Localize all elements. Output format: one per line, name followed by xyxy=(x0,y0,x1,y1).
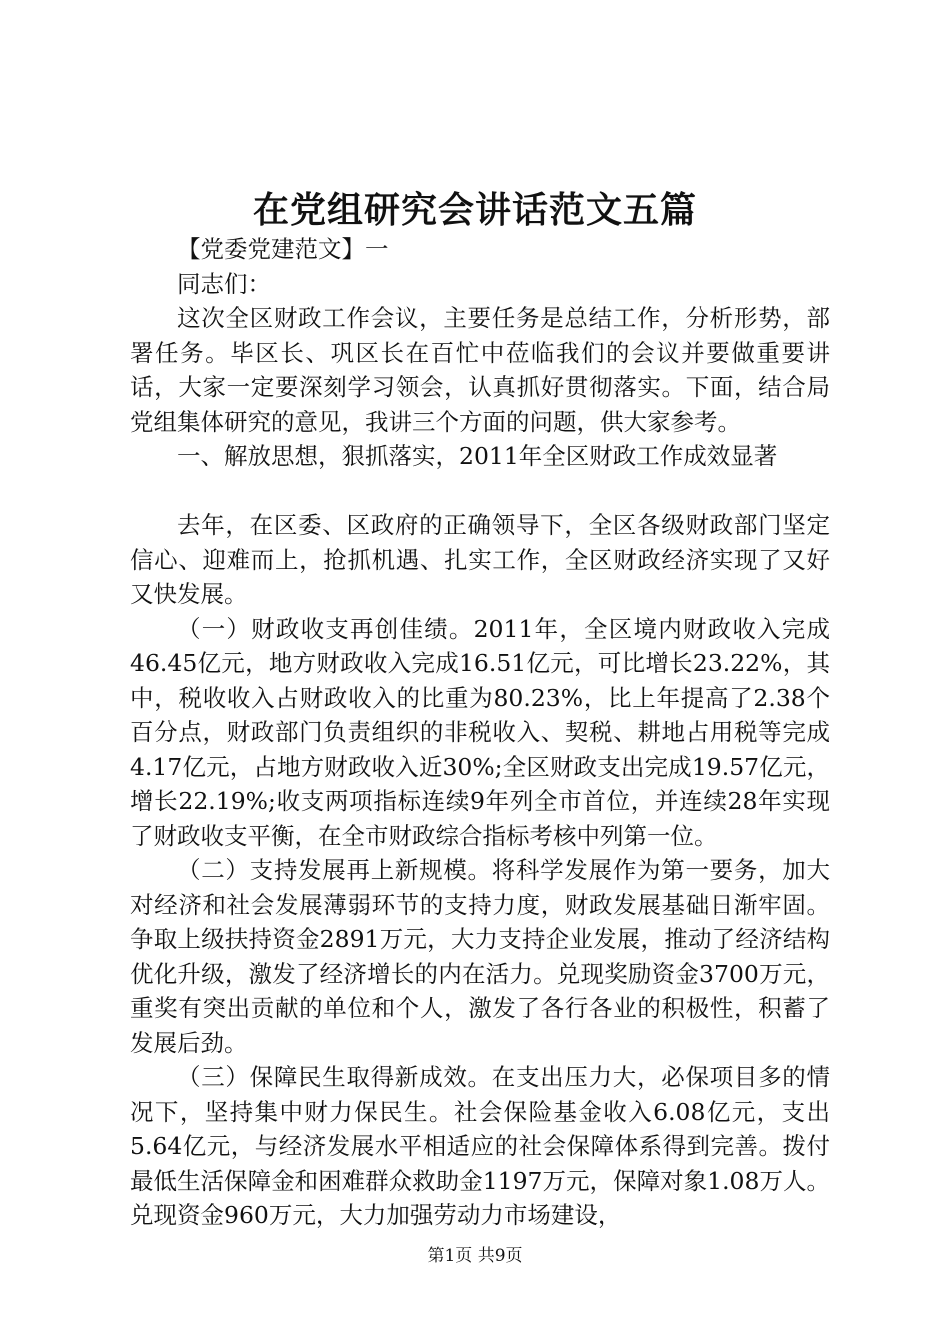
document-body xyxy=(130,232,830,1233)
body-paragraph: （三）保障民生取得新成效。在支出压力大，必保项目多的情况下，坚持集中财力保民生。社会保险基金收入6.08亿元，支出5.64亿元，与经济发展水平相适应的社会保障体系得到完善。拨付最低生活保障金和困难群众救助金1197万元，保障对象1.08万人。兑现资金960万元，大力加强劳动力市场建设， xyxy=(130,1063,830,1229)
category-line: 【党委党建范文】一 xyxy=(177,235,389,263)
page-footer: 第1页 共9页 xyxy=(427,1246,523,1266)
salutation: 同志们： xyxy=(177,269,271,298)
body-paragraph: （二）支持发展再上新规模。将科学发展作为第一要务，加大对经济和社会发展薄弱环节的支持力度，财政发展基础日渐牢固。争取上级扶持资金2891万元，大力支持企业发展，推动了经济结构优化升级，激发了经济增长的内在活力。兑现奖励资金3700万元，重奖有突出贡献的单位和个人，激发了各行各业的积极性，积蓄了发展后劲。 xyxy=(130,856,830,1057)
document-title: 在党组研究会讲话范文五篇 xyxy=(252,189,697,231)
body-paragraph: （一）财政收支再创佳绩。2011年，全区境内财政收入完成46.45亿元，地方财政收入完成16.51亿元，可比增长23.22%，其中，税收收入占财政收入的比重为80.23%，比上年提高了2.38个百分点，财政部门负责组织的非税收入、契税、耕地占用税等完成4.17亿元，占地方财政收入近30%;全区财政支出完成19.57亿元，增长22.19%;收支两项指标连续9年列全市首位，并连续28年实现了财政收支平衡，在全市财政综合指标考核中列第一位。 xyxy=(130,614,830,850)
body-paragraph: 去年，在区委、区政府的正确领导下，全区各级财政部门坚定信心、迎难而上，抢抓机遇、扎实工作，全区财政经济实现了又好又快发展。 xyxy=(130,511,830,608)
body-paragraph: 这次全区财政工作会议，主要任务是总结工作，分析形势，部署任务。毕区长、巩区长在百忙中莅临我们的会议并要做重要讲话，大家一定要深刻学习领会，认真抓好贯彻落实。下面，结合局党组集体研究的意见，我讲三个方面的问题，供大家参考。 xyxy=(130,304,830,436)
section-heading: 一、解放思想，狠抓落实，2011年全区财政工作成效显著 xyxy=(177,442,778,470)
